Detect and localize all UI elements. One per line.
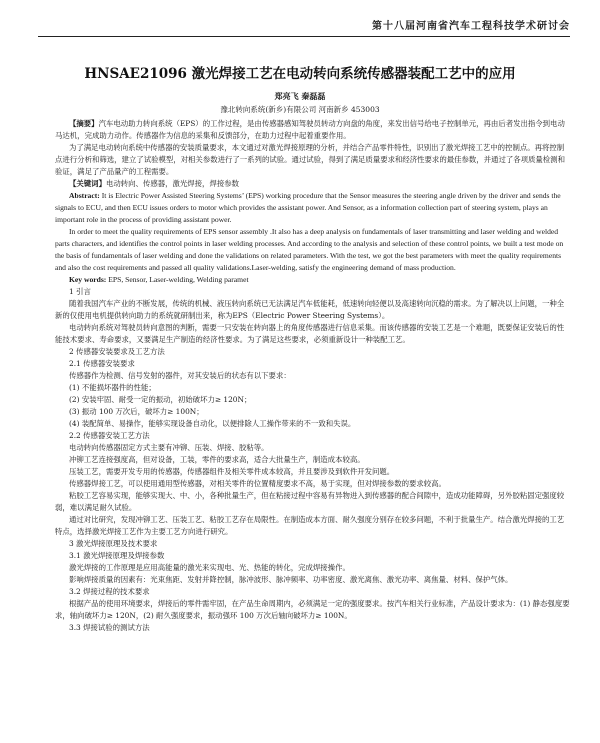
keywords-en-text: EPS, Sensor, Laser-welding, Welding paramet — [108, 275, 249, 284]
section-3-2-heading: 3.2 焊接过程的技术要求 — [69, 587, 150, 596]
section-3-1-paragraph-2: 影响焊接质量的因素有：光束焦距、发射并降控制，脉冲波形、脉冲频率、功率密度、激光离焦、激光功率、离焦量、材料、保护气体。 — [69, 575, 513, 584]
paper-affiliation: 豫北转向系统(新乡)有限公司 河南新乡 453003 — [220, 105, 380, 114]
section-3-heading: 3 激光焊接原理及技术要求 — [69, 539, 158, 548]
running-header — [38, 16, 570, 37]
method-item: 压装工艺，需要开发专用的传感器，传感器组件及相关零件成本较高，并且要涉及到软件开发问题。 — [69, 467, 395, 476]
paper-title: HNSAE21096 激光焊接工艺在电动转向系统传感器装配工艺中的应用 — [84, 66, 516, 82]
section-2-2-conclusion: 通过对比研究，发现冲铆工艺、压装工艺、粘胶工艺存在局限性。在制造成本方面、耐久强度分别存在较多问题，不利于批量生产。结合激光焊接的工艺特点，选择激光焊接工艺作为主要工艺方向进行研究。 — [55, 515, 565, 536]
keywords-cn-text: 电动转向、传感器，激光焊接，焊接参数 — [105, 179, 240, 188]
keywords-en-label: Key words: — [69, 275, 107, 284]
requirement-item: (1) 不能损坏器件的性能； — [69, 383, 156, 392]
method-item: 冲铆工艺连接强度高，但对设备，工装，零件的要求高，适合大批量生产，制造成本较高。 — [69, 455, 365, 464]
abstract-en-p1 — [55, 190, 570, 226]
paper-body — [55, 118, 570, 634]
section-3-1-heading: 3.1 激光焊接原理及焊接参数 — [69, 551, 165, 560]
abstract-en-label: Abstract: — [69, 191, 100, 200]
requirement-item: (4) 装配简单、易操作，能够实现设备自动化，以便排除人工操作带来的不一致和失误。 — [69, 419, 356, 428]
section-2-2-heading: 2.2 传感器安装工艺方法 — [69, 431, 150, 440]
keywords-cn — [55, 178, 570, 190]
abstract-cn — [55, 118, 570, 142]
abstract-cn-label: 【摘要】 — [69, 119, 99, 128]
section-3-3-heading: 3.3 焊接试验的测试方法 — [69, 623, 150, 632]
abstract-cn-text2: 为了满足电动转向系统中传感器的安装质量要求，本文通过对激光焊接原理的分析，并结合产品零件特性，识别出了激光焊接工艺中的控制点。再将控制点进行分析和筛选，建立了试验模型，对相关参数进行了一系列的试验。通过试验，得到了满足质量要求和经济性要求的最佳参数，并通过了各项质量检测和验证，满足了产品量产的工程需要。 — [55, 143, 565, 176]
abstract-en-text1: It is Electric Power Assisted Steering Systems’ (EPS) working procedure that the Sensor measures the steering angle driven by the driver and sends the signals to ECU, and then ECU issues orders to motor which provides the assistant power. And Sensor, as a information collection part of steering system, plays an important role in the process of providing assistant power. — [55, 191, 561, 224]
keywords-cn-label: 【关键词】 — [69, 179, 106, 188]
section-2-1-heading: 2.1 传感器安装要求 — [69, 359, 135, 368]
abstract-en-p2: In order to meet the quality requirements of EPS sensor assembly .It also has a deep analysis on fundamentals of laser transmitting and laser welding and welded parts characters, and identifies the control points in laser welding processes. And according to the analysis and selection of these control points, we built a test mode on the basis of fundamentals of laser welding and done the validations on related parameters. With the test, we got the best parameters with meet the quality requirements and also the cost requirements and passed all quality validations.Laser-welding, satisfy the engineering demand of mass production. — [55, 227, 564, 272]
section-1-heading: 1 引言 — [69, 287, 91, 296]
method-item: 传感器焊接工艺，可以使用通用型传感器，对相关零件的位置精度要求不高，易于实现，但对焊接参数的要求较高。 — [69, 479, 446, 488]
section-1-paragraph-1: 随着我国汽车产业的不断发展，传统的机械、液压转向系统已无法满足汽车低能耗，低速转向轻便以及高速转向沉稳的需求。为了解决以上问题，一种全新的仅使用电机提供转向助力的系统就研制出来，称为EPS（Electric Power Steering Systems）。 — [55, 299, 565, 320]
section-3-2-paragraph: 根据产品的使用环境要求，焊接后的零件需牢固，在产品生命周期内，必须满足一定的强度要求。按汽车相关行业标准，产品设计要求为：(1) 静态强度要求，轴向破坏力≥ 120N，(2) 耐久强度要求，振动强环 100 万次后轴向破坏力≥ 100N。 — [55, 599, 570, 620]
conference-running-head: 第十八届河南省汽车工程科技学术研讨会 — [372, 21, 570, 32]
section-2-1-intro: 传感器作为检测、信号发射的器件，对其安装后的状态有以下要求： — [69, 371, 291, 380]
section-3-1-paragraph-1: 激光焊接的工作原理是应用高能量的激光来实现电、光、热能的转化，完成焊接操作。 — [69, 563, 350, 572]
requirement-item: (3) 振动 100 万次后，破坏力≥ 100N； — [69, 407, 204, 416]
section-2-2-intro: 电动转向传感器固定方式主要有冲铆、压装、焊接、胶粘等。 — [69, 443, 269, 452]
paper-authors: 郑亮飞 秦磊磊 — [274, 91, 326, 101]
section-1-paragraph-2: 电动转向系统对驾驶员转向意图的判断，需要一只安装在转向器上的角度传感器进行信息采集。而该传感器的安装工艺是一个难题，既要保证安装后的性能技术要求、寿命要求，又要满足生产制造的经济性要求。为了满足这些要求，必须重新设计一种装配工艺。 — [55, 323, 565, 344]
abstract-cn-text: 汽车电动助力转向系统（EPS）的工作过程，是由传感器感知驾驶员转动方向盘的角度，来发出信号给电子控制单元，再由后者发出指令到电动马达机，完成助力动作。传感器作为信息的采集和反馈部分，在助力过程中起着重要作用。 — [55, 119, 565, 140]
requirement-item: (2) 安装牢固、耐受一定的振动，初始破坏力≥ 120N； — [69, 395, 252, 404]
section-2-heading: 2 传感器安装要求及工艺方法 — [69, 347, 165, 356]
keywords-en — [55, 274, 570, 286]
method-item: 粘胶工艺容易实现，能够实现大、中、小，各种批量生产，但在粘接过程中容易有异物进入到传感器的配合间隙中，造成功能障碍，另外胶粘固定强度较弱，难以满足耐久试验。 — [55, 491, 565, 512]
